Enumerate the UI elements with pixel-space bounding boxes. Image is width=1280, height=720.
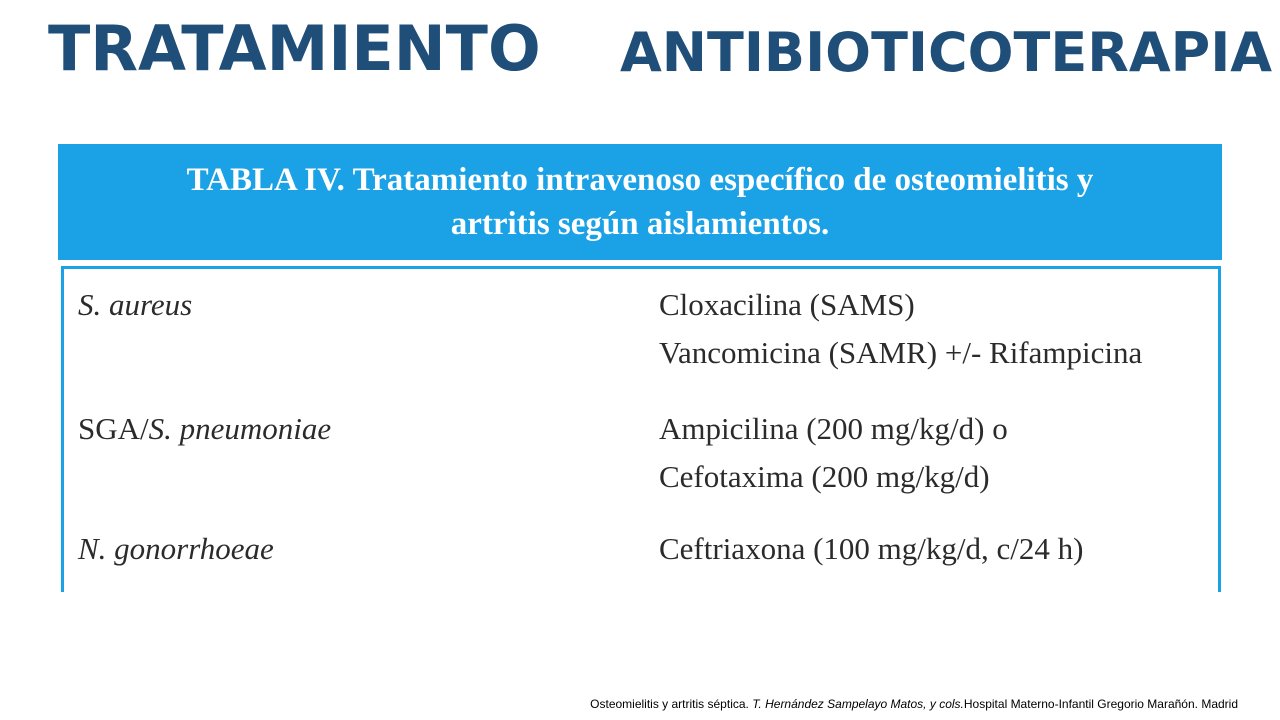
treatment-cell — [659, 525, 1083, 573]
treatment-line: Ampicilina (200 mg/kg/d) o — [659, 411, 1008, 446]
organism-name: S. pneumoniae — [148, 411, 332, 446]
citation-title: Osteomielitis y artritis séptica. — [590, 697, 753, 711]
treatment-line: Cloxacilina (SAMS) — [659, 287, 915, 322]
table-header — [58, 144, 1222, 260]
treatment-line: Vancomicina (SAMR) +/- Rifampicina — [659, 335, 1143, 370]
slide-title-antibiotic-therapy: ANTIBIOTICOTERAPIA — [620, 21, 1273, 84]
treatment-table — [58, 144, 1222, 592]
treatment-cell — [659, 405, 1008, 501]
organism-cell — [78, 525, 274, 573]
organism-name: S. aureus — [78, 287, 193, 322]
table-header-line-2: artritis según aislamientos. — [450, 206, 830, 242]
organism-prefix: SGA/ — [78, 411, 149, 446]
table-body — [61, 266, 1221, 592]
table-header-line-1: TABLA IV. Tratamiento intravenoso específico de osteomielitis y — [186, 162, 1094, 198]
treatment-line: Ceftriaxona (100 mg/kg/d, c/24 h) — [659, 531, 1084, 566]
treatment-line: Cefotaxima (200 mg/kg/d) — [659, 459, 990, 494]
treatment-cell — [659, 281, 1142, 377]
organism-cell — [78, 281, 192, 329]
citation-authors: T. Hernández Sampelayo Matos, y cols. — [752, 697, 964, 711]
slide-title-treatment: TRATAMIENTO — [48, 12, 541, 85]
organism-name: N. gonorrhoeae — [78, 531, 274, 566]
citation-footer — [590, 696, 1238, 712]
citation-institution: Hospital Materno-Infantil Gregorio Marañón. Madrid — [963, 697, 1238, 711]
organism-cell — [78, 405, 331, 453]
